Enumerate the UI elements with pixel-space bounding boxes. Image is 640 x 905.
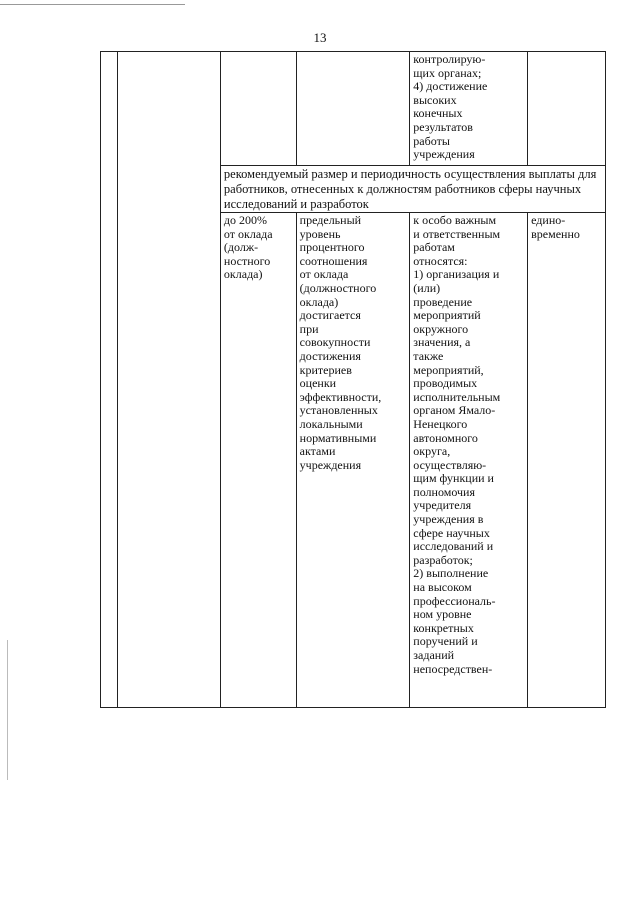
table-cell	[296, 52, 410, 166]
table-row	[101, 52, 606, 166]
section-header-text: рекомендуемый размер и периодичность осуществления выплаты для работников, отнесенных к должностям работников сферы научных исследований и разработок	[223, 167, 597, 211]
payment-criteria-table	[100, 51, 606, 708]
table-cell	[220, 52, 296, 166]
table-cell	[296, 213, 410, 708]
section-header-cell	[220, 166, 605, 213]
condition-text: предельный уровень процентного соотношения от оклада (должностного оклада) достигается при совокупности достижения критериев оценки эффективности, установленных локальными нормативными актами учреждения	[299, 213, 382, 472]
page-number: 13	[313, 30, 327, 45]
table-cell	[101, 52, 118, 708]
table-cell	[528, 213, 606, 708]
periodicity-text: едино- временно	[531, 213, 580, 241]
table-cell	[528, 52, 606, 166]
criteria-text: к особо важным и ответственным работам относятся: 1) организация и (или) проведение мероприятий окружного значения, а также мероприятий, проводимых исполнительным органом Ямало- Ненецкого автономного округа, осуществляю- щим функции и полномочия учредителя учреждения в сфере научных исследований и разработок; 2) выполнение на высоком профессиональ- ном уровне конкретных поручений и заданий непосредствен-	[413, 213, 501, 676]
top-rule	[0, 4, 185, 5]
payment-size-text: до 200% от оклада (долж- ностного оклада)	[223, 213, 273, 282]
criteria-text-continued: контролирую- щих органах; 4) достижение высоких конечных результатов работы учреждения	[413, 52, 488, 162]
table-cell	[220, 213, 296, 708]
table-cell	[117, 52, 220, 708]
scan-margin-mark	[7, 640, 8, 780]
table-cell	[410, 213, 528, 708]
table-cell	[410, 52, 528, 166]
